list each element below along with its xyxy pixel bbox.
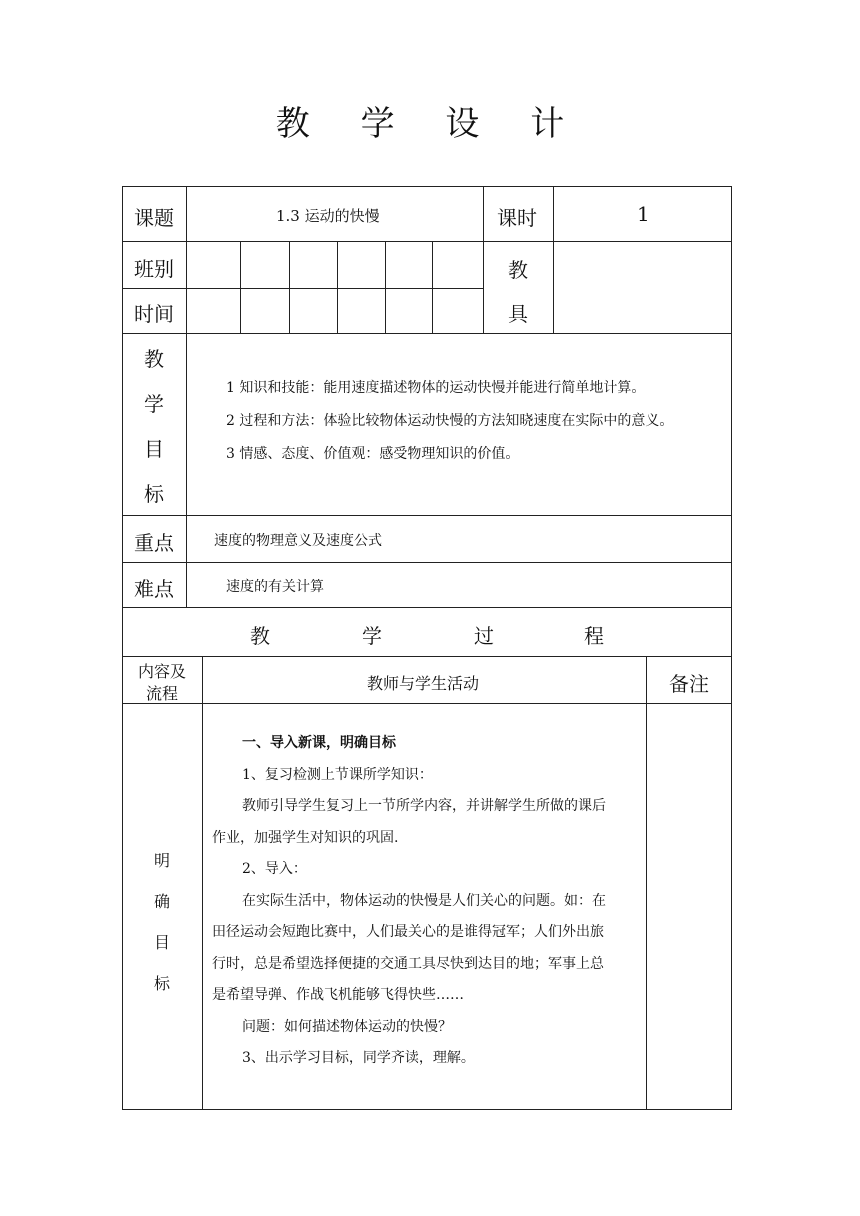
process-line: 教师引导学生复习上一节所学内容，并讲解学生所做的课后 [242,798,606,814]
row-divider [122,288,484,289]
objectives-label-char: 教 [144,347,164,371]
objectives-label-char: 学 [144,392,164,416]
col-divider [432,241,433,333]
col-divider [240,241,241,333]
process-content [212,728,637,1075]
process-line: 行时，总是希望选择便捷的交通工具尽快到达目的地；军事上总 [212,955,604,972]
process-line: 是希望导弹、作战飞机能够飞得快些…… [212,987,464,1003]
col-divider [337,241,338,333]
difficulty-label: 难点 [134,577,174,601]
tools-label-char: 具 [508,302,528,326]
col-divider [202,656,203,1110]
class-label: 班别 [134,257,174,281]
process-heading-char: 教 [250,624,270,648]
process-heading-char: 程 [584,624,604,648]
col-divider [553,186,554,333]
col-divider [289,241,290,333]
row-divider [122,562,732,563]
objectives-label [122,337,186,517]
col-divider [186,186,187,607]
process-line: 3、出示学习目标，同学齐读，理解。 [242,1050,475,1066]
process-line: 作业，加强学生对知识的巩固. [212,829,399,846]
topic-label: 课题 [134,206,174,230]
difficulty-value: 速度的有关计算 [226,579,324,595]
process-col-header-1: 内容及 [138,662,187,681]
row-divider [122,515,732,516]
topic-value: 1.3 运动的快慢 [276,207,380,225]
time-label: 时间 [134,302,174,326]
document-title: 教 学 设 计 [275,104,585,144]
process-line: 2、导入： [242,861,307,877]
objective-item: 1 知识和技能：能用速度描述物体的运动快慢并能进行简单地计算。 [226,380,646,396]
process-side-char: 明 [153,851,170,870]
row-divider [122,703,732,704]
hours-label: 课时 [497,206,537,230]
hours-value: 1 [637,202,650,226]
process-col-header-2: 教师与学生活动 [367,674,480,693]
process-side-label [122,840,202,1004]
key-point-label: 重点 [134,531,174,555]
process-heading-char: 过 [474,624,494,648]
objectives-label-char: 目 [144,437,164,461]
process-side-char: 确 [153,892,170,911]
row-divider [122,656,732,657]
row-divider [122,607,732,608]
objectives-label-char: 标 [144,482,164,506]
col-divider [483,186,484,333]
row-divider [122,333,732,334]
process-line: 一、导入新课，明确目标 [242,735,396,751]
process-line: 在实际生活中，物体运动的快慢是人们关心的问题。如：在 [242,892,606,909]
col-divider [646,656,647,1110]
process-line: 问题：如何描述物体运动的快慢？ [242,1018,452,1035]
process-col-header-1b: 流程 [146,684,179,703]
process-side-char: 目 [153,933,170,952]
process-side-char: 标 [153,974,170,993]
process-heading-char: 学 [362,624,382,648]
objective-item: 2 过程和方法：体验比较物体运动快慢的方法知晓速度在实际中的意义。 [226,413,674,429]
process-col-header-3: 备注 [669,672,709,696]
objective-item: 3 情感、态度、价值观：感受物理知识的价值。 [226,446,520,462]
key-point-value: 速度的物理意义及速度公式 [214,533,382,549]
row-divider [122,241,732,242]
process-line: 田径运动会短跑比赛中，人们最关心的是谁得冠军；人们外出旅 [212,924,604,940]
col-divider [385,241,386,333]
tools-label-char: 教 [508,258,528,282]
process-line: 1、复习检测上节课所学知识： [242,766,433,783]
